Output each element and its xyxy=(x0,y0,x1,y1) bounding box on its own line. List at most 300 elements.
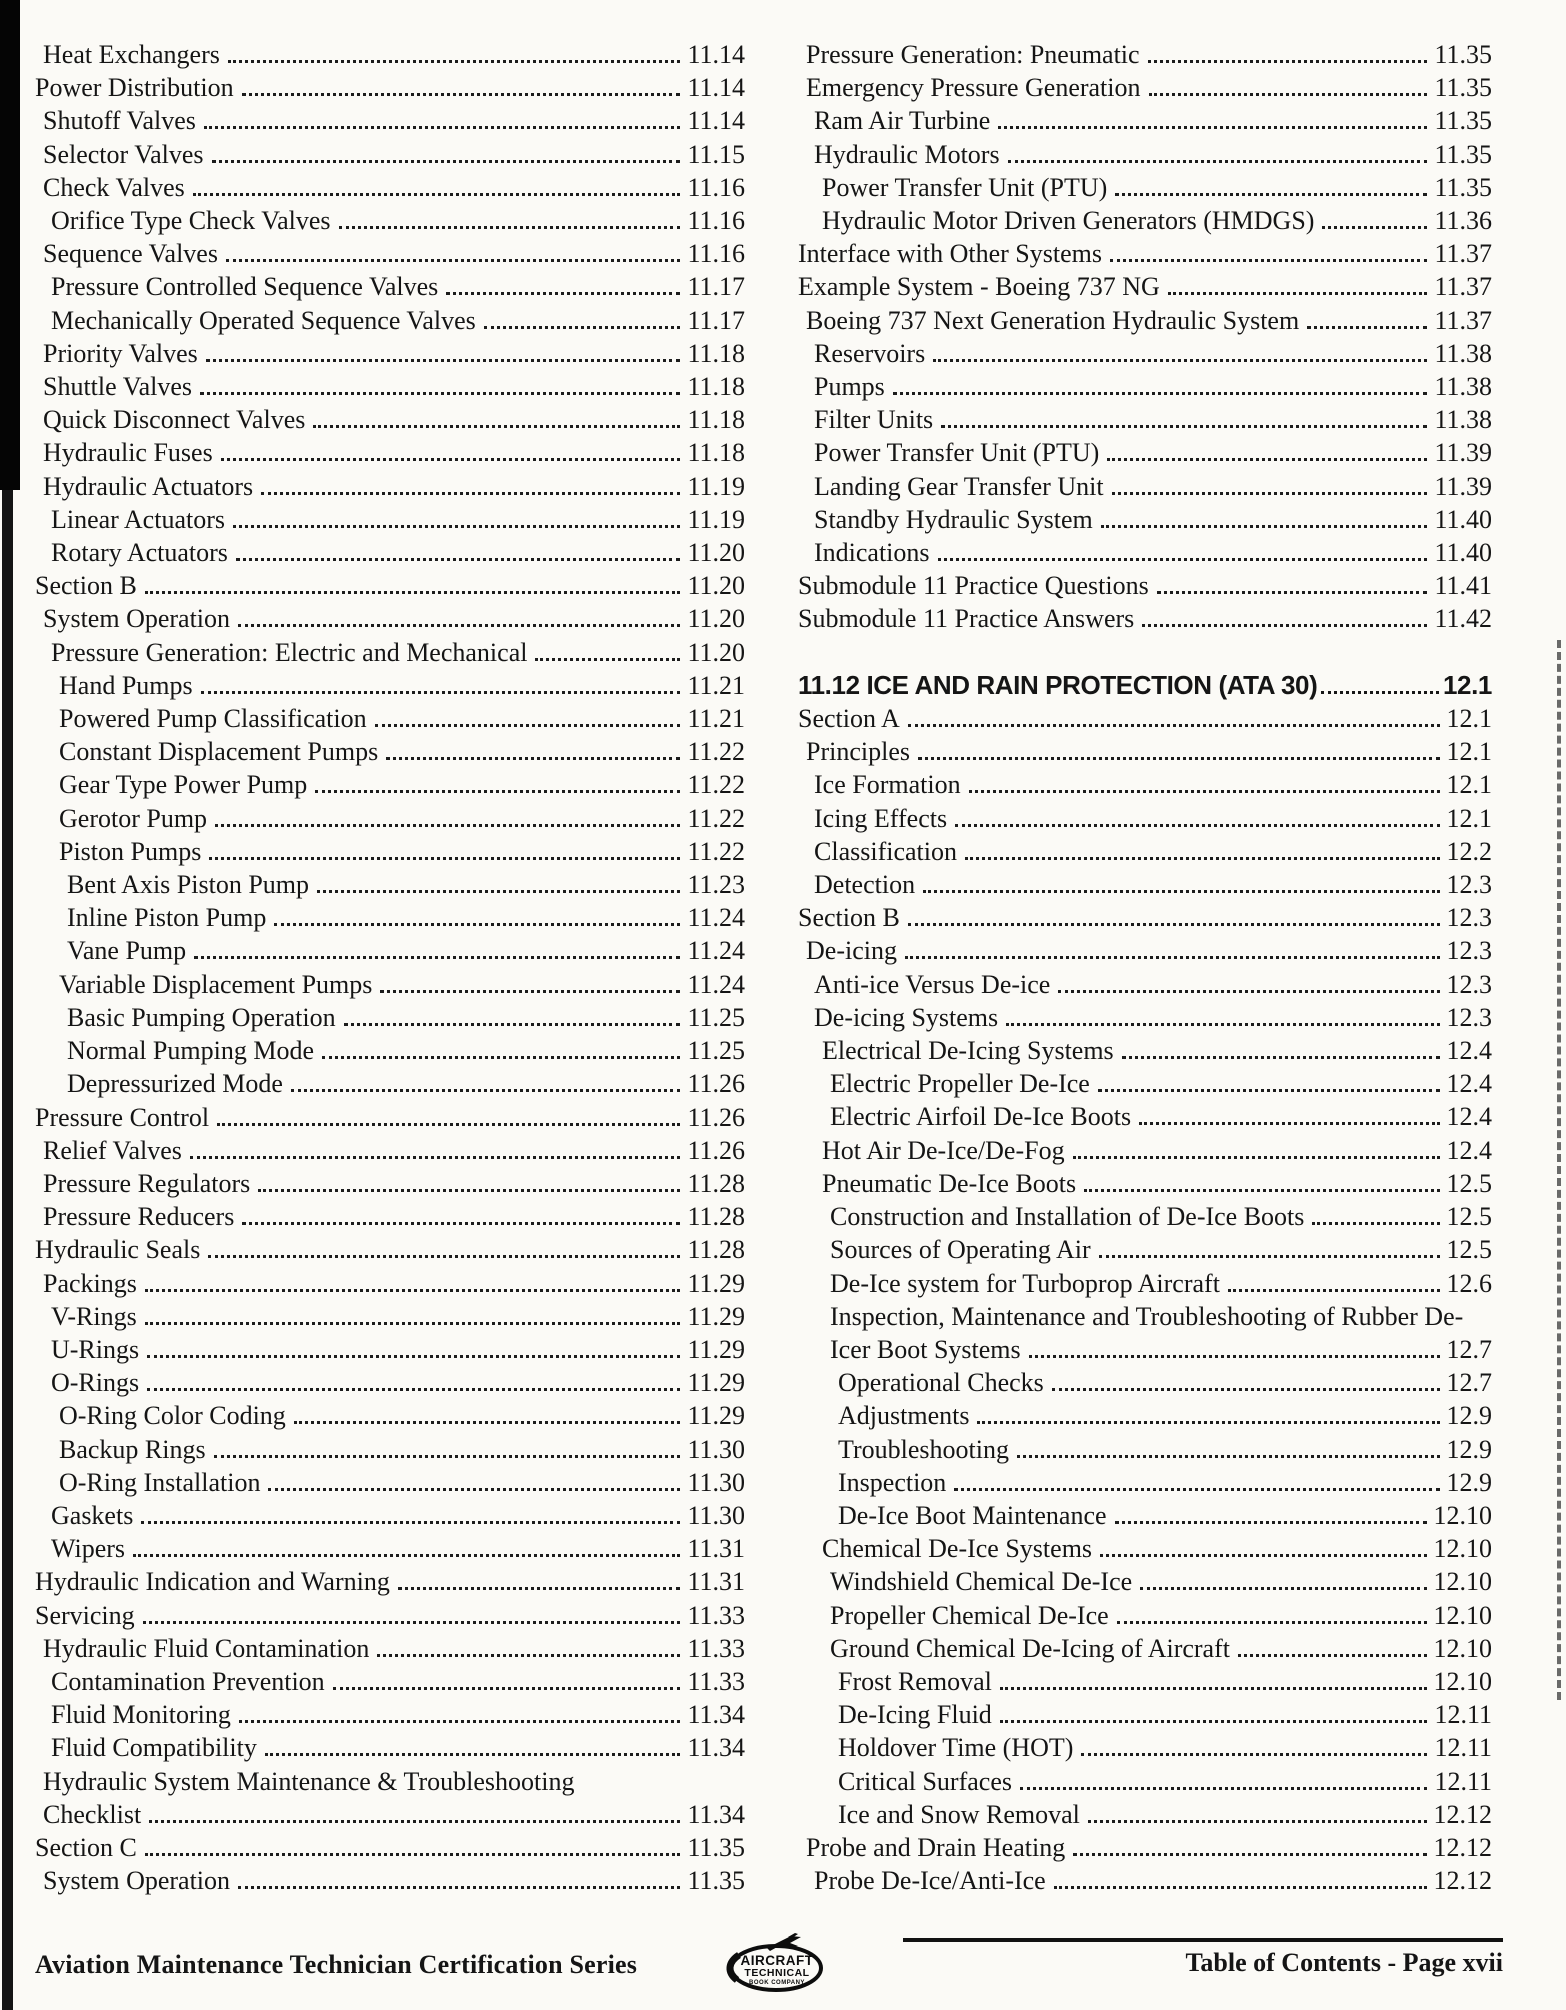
toc-entry-title: Troubleshooting xyxy=(838,1434,1009,1464)
toc-entry-title: Gerotor Pump xyxy=(59,803,208,833)
toc-entry-title: O-Ring Color Coding xyxy=(59,1401,286,1431)
dot-leader xyxy=(1115,193,1427,196)
toc-entry-page: 11.30 xyxy=(687,1500,745,1530)
toc-entry-title: Windshield Chemical De-Ice xyxy=(830,1567,1133,1597)
toc-entry-page: 11.41 xyxy=(1434,571,1492,601)
dot-leader xyxy=(291,1089,681,1092)
toc-entry-page: 11.37 xyxy=(1434,272,1492,302)
dot-leader xyxy=(1112,492,1428,495)
toc-entry-title: Ground Chemical De-Icing of Aircraft xyxy=(830,1633,1230,1663)
toc-entry-title: Ice Formation xyxy=(814,770,961,800)
toc-entry-page: 11.22 xyxy=(687,770,745,800)
toc-entry-title: Hydraulic Fuses xyxy=(43,438,213,468)
footer-divider-rule xyxy=(903,1938,1503,1942)
toc-entry-page: 11.38 xyxy=(1434,405,1492,435)
toc-entry-title: Electric Airfoil De-Ice Boots xyxy=(830,1102,1132,1132)
toc-entry-title: Fluid Compatibility xyxy=(51,1733,257,1763)
dot-leader xyxy=(1322,226,1427,229)
toc-entry xyxy=(798,1731,1492,1764)
dot-leader xyxy=(1228,1289,1440,1292)
toc-entry-page: 11.17 xyxy=(687,272,745,302)
toc-entry-page: 11.31 xyxy=(687,1567,745,1597)
dot-leader xyxy=(1168,292,1428,295)
toc-entry-title: Normal Pumping Mode xyxy=(67,1036,314,1066)
toc-entry-title: Pressure Regulators xyxy=(43,1168,251,1198)
dot-leader xyxy=(377,1654,680,1657)
toc-entry-page: 12.4 xyxy=(1446,1069,1492,1099)
toc-entry-title: Selector Valves xyxy=(43,139,204,169)
toc-entry-page: 12.10 xyxy=(1433,1500,1492,1530)
toc-entry xyxy=(35,934,745,967)
toc-entry-title: Submodule 11 Practice Answers xyxy=(798,604,1135,634)
toc-entry-page: 12.4 xyxy=(1446,1135,1492,1165)
toc-entry-page: 12.3 xyxy=(1446,936,1492,966)
toc-entry-page: 12.12 xyxy=(1433,1866,1492,1896)
toc-entry-page: 11.18 xyxy=(687,438,745,468)
toc-entry-title: De-Ice system for Turboprop Aircraft xyxy=(830,1268,1220,1298)
toc-entry xyxy=(798,1632,1492,1665)
toc-entry-page: 12.10 xyxy=(1433,1567,1492,1597)
dot-leader xyxy=(238,624,680,627)
toc-entry-page: 12.12 xyxy=(1433,1799,1492,1829)
toc-entry xyxy=(798,735,1492,768)
toc-entry xyxy=(798,38,1492,71)
dot-leader xyxy=(1107,458,1427,461)
toc-entry-title: Gaskets xyxy=(51,1500,134,1530)
dot-leader xyxy=(1020,1787,1427,1790)
dot-leader xyxy=(1238,1654,1427,1657)
toc-entry xyxy=(35,237,745,270)
toc-entry xyxy=(35,1001,745,1034)
toc-entry-page: 11.15 xyxy=(687,139,745,169)
dot-leader xyxy=(1312,1222,1439,1225)
toc-entry-page: 12.4 xyxy=(1446,1036,1492,1066)
toc-entry-title: Hydraulic Indication and Warning xyxy=(35,1567,390,1597)
dot-leader xyxy=(375,724,681,727)
dot-leader xyxy=(239,1720,681,1723)
toc-entry-title: O-Rings xyxy=(51,1368,140,1398)
toc-entry xyxy=(35,1167,745,1200)
toc-entry xyxy=(35,868,745,901)
toc-entry-title: Depressurized Mode xyxy=(67,1069,283,1099)
toc-entry-title: Pressure Generation: Electric and Mechanical xyxy=(51,637,528,667)
toc-entry xyxy=(798,304,1492,337)
dot-leader xyxy=(398,1587,681,1590)
toc-entry-title: Ram Air Turbine xyxy=(814,106,991,136)
toc-entry-title: De-Ice Boot Maintenance xyxy=(838,1500,1107,1530)
toc-entry-page: 11.22 xyxy=(687,803,745,833)
toc-entry xyxy=(35,1433,745,1466)
toc-entry-title: Adjustments xyxy=(838,1401,970,1431)
toc-entry-title: Shutoff Valves xyxy=(43,106,196,136)
logo-text-1: AIRCRAFT xyxy=(740,1953,814,1968)
toc-entry-title: Pressure Control xyxy=(35,1102,210,1132)
toc-entry-title: Construction and Installation of De-Ice Boots xyxy=(830,1202,1305,1232)
toc-entry xyxy=(798,1300,1492,1333)
toc-entry-page: 11.14 xyxy=(687,106,745,136)
toc-entry xyxy=(35,702,745,735)
toc-entry-page: 11.25 xyxy=(687,1002,745,1032)
toc-entry-page: 11.20 xyxy=(687,538,745,568)
toc-entry-page: 11.39 xyxy=(1434,438,1492,468)
toc-entry-title: O-Ring Installation xyxy=(59,1467,261,1497)
toc-entry-title: Ice and Snow Removal xyxy=(838,1799,1080,1829)
dot-leader xyxy=(918,757,1440,760)
toc-entry-title: Principles xyxy=(806,737,910,767)
toc-entry xyxy=(798,138,1492,171)
toc-entry-page: 12.5 xyxy=(1446,1168,1492,1198)
toc-entry-title: Pressure Reducers xyxy=(43,1202,235,1232)
logo-text-3: BOOK COMPANY xyxy=(749,1980,805,1986)
toc-entry-title: Linear Actuators xyxy=(51,504,225,534)
toc-entry-title: Critical Surfaces xyxy=(838,1766,1012,1796)
toc-entry xyxy=(798,968,1492,1001)
toc-entry-title: Hand Pumps xyxy=(59,670,193,700)
toc-entry-title: Hydraulic Fluid Contamination xyxy=(43,1633,370,1663)
toc-entry-title: Emergency Pressure Generation xyxy=(806,73,1141,103)
toc-entry xyxy=(35,1632,745,1665)
dot-leader xyxy=(214,1455,681,1458)
toc-entry-page: 11.35 xyxy=(1434,73,1492,103)
toc-entry xyxy=(35,1366,745,1399)
toc-entry xyxy=(35,1300,745,1333)
toc-entry xyxy=(798,436,1492,469)
dot-leader xyxy=(339,226,681,229)
dot-leader xyxy=(908,724,1440,727)
dot-leader xyxy=(147,1388,680,1391)
toc-chapter-heading xyxy=(798,669,1492,702)
toc-entry xyxy=(798,1333,1492,1366)
toc-entry xyxy=(35,337,745,370)
publisher-logo xyxy=(725,1930,829,1994)
dot-leader xyxy=(905,956,1440,959)
toc-entry-title: Icer Boot Systems xyxy=(830,1334,1021,1364)
toc-entry-title: Indications xyxy=(814,538,930,568)
dot-leader xyxy=(145,591,681,594)
toc-entry xyxy=(798,1433,1492,1466)
toc-entry xyxy=(35,1565,745,1598)
toc-entry xyxy=(798,1499,1492,1532)
toc-entry-page: 11.24 xyxy=(687,936,745,966)
dot-leader xyxy=(322,1056,680,1059)
dot-leader xyxy=(998,126,1427,129)
dot-leader xyxy=(1029,1355,1440,1358)
toc-entry-page: 11.34 xyxy=(687,1733,745,1763)
toc-entry-title: Operational Checks xyxy=(838,1368,1044,1398)
dot-leader xyxy=(933,359,1427,362)
toc-entry-page: 11.40 xyxy=(1434,504,1492,534)
toc-entry xyxy=(798,403,1492,436)
toc-entry-page: 12.3 xyxy=(1446,870,1492,900)
toc-entry-page: 11.30 xyxy=(687,1467,745,1497)
toc-entry-page: 11.26 xyxy=(687,1069,745,1099)
dot-leader xyxy=(145,1853,681,1856)
toc-entry-page: 11.29 xyxy=(687,1301,745,1331)
toc-entry xyxy=(798,1001,1492,1034)
toc-entry-page: 12.1 xyxy=(1446,770,1492,800)
toc-entry-page: 11.28 xyxy=(687,1168,745,1198)
dot-leader xyxy=(274,923,680,926)
toc-entry-page: 11.31 xyxy=(687,1534,745,1564)
toc-entry-title: Submodule 11 Practice Questions xyxy=(798,571,1149,601)
toc-entry-page: 11.33 xyxy=(687,1633,745,1663)
toc-entry xyxy=(35,304,745,337)
toc-entry xyxy=(35,901,745,934)
toc-entry xyxy=(35,1499,745,1532)
toc-entry xyxy=(798,768,1492,801)
toc-entry-title: Pumps xyxy=(814,372,885,402)
toc-entry-title: Inline Piston Pump xyxy=(67,903,267,933)
toc-entry-title: Probe and Drain Heating xyxy=(806,1832,1066,1862)
logo-oval-thick-edge xyxy=(730,1955,739,1980)
toc-entry-page: 11.20 xyxy=(687,604,745,634)
toc-entry-page: 12.10 xyxy=(1433,1633,1492,1663)
toc-entry-title: Hydraulic Motors xyxy=(814,139,1000,169)
toc-entry-page: 11.26 xyxy=(687,1135,745,1165)
dot-leader xyxy=(1006,1023,1439,1026)
toc-entry-page: 11.36 xyxy=(1434,206,1492,236)
toc-entry-page: 12.3 xyxy=(1446,903,1492,933)
toc-entry-page: 12.11 xyxy=(1434,1733,1492,1763)
toc-entry xyxy=(798,1100,1492,1133)
toc-entry-page: 12.1 xyxy=(1442,669,1492,700)
toc-entry xyxy=(35,1864,745,1897)
scan-edge-artifact xyxy=(1557,640,1561,1700)
dot-leader xyxy=(1052,1388,1440,1391)
toc-entry-page: 11.23 xyxy=(687,870,745,900)
dot-leader xyxy=(484,326,681,329)
toc-entry xyxy=(35,1532,745,1565)
dot-leader xyxy=(1115,1521,1427,1524)
dot-leader xyxy=(317,890,680,893)
toc-entry xyxy=(798,171,1492,204)
toc-entry-page: 11.20 xyxy=(687,637,745,667)
toc-entry-title: Section B xyxy=(35,571,137,601)
toc-entry xyxy=(798,270,1492,303)
toc-entry xyxy=(798,802,1492,835)
toc-entry-title: Anti-ice Versus De-ice xyxy=(814,969,1051,999)
toc-entry xyxy=(35,403,745,436)
toc-entry-title: Power Transfer Unit (PTU) xyxy=(814,438,1100,468)
toc-entry-title: De-icing xyxy=(806,936,897,966)
dot-leader xyxy=(941,425,1427,428)
toc-entry-title: Piston Pumps xyxy=(59,836,202,866)
toc-entry xyxy=(798,1565,1492,1598)
toc-entry-title: De-Icing Fluid xyxy=(838,1700,992,1730)
toc-entry-title: Frost Removal xyxy=(838,1666,992,1696)
dot-leader xyxy=(268,1488,680,1491)
toc-entry-title: Section A xyxy=(798,704,900,734)
toc-entry xyxy=(798,702,1492,735)
toc-entry xyxy=(35,138,745,171)
toc-entry xyxy=(35,802,745,835)
toc-entry-title: Power Transfer Unit (PTU) xyxy=(822,172,1108,202)
toc-entry-page: 11.18 xyxy=(687,372,745,402)
toc-entry xyxy=(35,1034,745,1067)
toc-heading-title: 11.12 ICE AND RAIN PROTECTION (ATA 30) xyxy=(798,669,1318,700)
toc-entry xyxy=(798,237,1492,270)
toc-entry-title: Sequence Valves xyxy=(43,239,218,269)
toc-entry-title: Checklist xyxy=(43,1799,142,1829)
toc-entry-title: Interface with Other Systems xyxy=(798,239,1102,269)
toc-entry xyxy=(798,536,1492,569)
toc-entry-title: Relief Valves xyxy=(43,1135,182,1165)
toc-entry-title: Hydraulic Seals xyxy=(35,1235,201,1265)
toc-entry-page: 11.25 xyxy=(687,1036,745,1066)
toc-entry xyxy=(798,1665,1492,1698)
dot-leader xyxy=(242,93,681,96)
toc-entry-page: 11.40 xyxy=(1434,538,1492,568)
toc-entry-title: Holdover Time (HOT) xyxy=(838,1733,1074,1763)
toc-entry-title: Detection xyxy=(814,870,916,900)
toc-entry xyxy=(35,735,745,768)
toc-entry-title: Backup Rings xyxy=(59,1434,206,1464)
toc-entry-title: Inspection, Maintenance and Troubleshooting of Rubber De- xyxy=(830,1301,1464,1331)
dot-leader xyxy=(206,359,681,362)
toc-entry-title: Shuttle Valves xyxy=(43,372,193,402)
toc-entry-page: 12.3 xyxy=(1446,969,1492,999)
toc-entry-page: 11.35 xyxy=(1434,40,1492,69)
toc-entry-page: 11.21 xyxy=(687,704,745,734)
toc-entry xyxy=(798,370,1492,403)
toc-entry xyxy=(798,1698,1492,1731)
toc-entry-page: 11.39 xyxy=(1434,471,1492,501)
toc-entry-title: Sources of Operating Air xyxy=(830,1235,1091,1265)
dot-leader xyxy=(969,790,1440,793)
toc-entry-page: 12.11 xyxy=(1434,1700,1492,1730)
toc-entry xyxy=(798,1532,1492,1565)
toc-entry xyxy=(35,1831,745,1864)
dot-leader xyxy=(1084,1189,1439,1192)
dot-leader xyxy=(149,1820,680,1823)
toc-entry xyxy=(35,602,745,635)
toc-entry-title: Reservoirs xyxy=(814,338,926,368)
toc-entry-page: 11.30 xyxy=(687,1434,745,1464)
toc-entry-page: 11.19 xyxy=(687,471,745,501)
toc-entry-page: 11.16 xyxy=(687,239,745,269)
toc-entry xyxy=(798,868,1492,901)
toc-entry xyxy=(35,1798,745,1831)
toc-entry xyxy=(35,1466,745,1499)
toc-entry-title: Vane Pump xyxy=(67,936,187,966)
dot-leader xyxy=(204,126,681,129)
toc-entry xyxy=(35,1399,745,1432)
dot-leader xyxy=(1122,1056,1440,1059)
dot-leader xyxy=(1321,691,1439,694)
toc-entry-page: 11.35 xyxy=(1434,172,1492,202)
toc-entry xyxy=(798,1134,1492,1167)
toc-entry xyxy=(35,270,745,303)
dot-leader xyxy=(215,824,680,827)
toc-entry xyxy=(798,901,1492,934)
dot-leader xyxy=(1073,1853,1426,1856)
toc-entry xyxy=(35,636,745,669)
toc-entry-page: 11.42 xyxy=(1434,604,1492,634)
toc-entry-title: U-Rings xyxy=(51,1334,140,1364)
toc-entry-title: Servicing xyxy=(35,1600,135,1630)
dot-leader xyxy=(141,1521,680,1524)
dot-leader xyxy=(1099,1255,1440,1258)
dot-leader xyxy=(212,160,681,163)
footer-page-label: Table of Contents - Page xvii xyxy=(1185,1948,1503,1977)
toc-entry-page: 11.20 xyxy=(687,571,745,601)
toc-entry-page: 12.9 xyxy=(1446,1434,1492,1464)
toc-entry-page: 11.24 xyxy=(687,969,745,999)
toc-entry xyxy=(35,503,745,536)
toc-entry-page: 11.35 xyxy=(1434,139,1492,169)
toc-entry-title: Gear Type Power Pump xyxy=(59,770,308,800)
toc-entry xyxy=(798,1200,1492,1233)
dot-leader xyxy=(1110,259,1427,262)
footer-series-title: Aviation Maintenance Technician Certification Series xyxy=(35,1950,638,1979)
toc-entry-title: Pressure Generation: Pneumatic xyxy=(806,40,1140,69)
toc-entry-page: 11.28 xyxy=(687,1235,745,1265)
toc-entry-page: 12.10 xyxy=(1433,1600,1492,1630)
toc-entry-page: 12.10 xyxy=(1433,1534,1492,1564)
toc-entry-title: System Operation xyxy=(43,1866,231,1896)
toc-entry-title: Section C xyxy=(35,1832,137,1862)
toc-entry xyxy=(798,1599,1492,1632)
scan-binding-bar-thin xyxy=(2,490,13,2010)
dot-leader xyxy=(261,492,680,495)
dot-leader xyxy=(380,990,680,993)
toc-entry-title: Electrical De-Icing Systems xyxy=(822,1036,1114,1066)
toc-entry xyxy=(35,71,745,104)
dot-leader xyxy=(954,1488,1439,1491)
dot-leader xyxy=(143,1621,681,1624)
toc-entry xyxy=(35,1698,745,1731)
dot-leader xyxy=(344,1023,681,1026)
toc-entry-title: Orifice Type Check Valves xyxy=(51,206,331,236)
dot-leader xyxy=(1073,1156,1440,1159)
toc-entry-page: 11.16 xyxy=(687,206,745,236)
toc-entry-page: 12.9 xyxy=(1446,1401,1492,1431)
toc-entry-page: 11.17 xyxy=(687,305,745,335)
dot-leader xyxy=(315,790,680,793)
toc-entry-title: Wipers xyxy=(51,1534,126,1564)
toc-entry-page: 11.29 xyxy=(687,1334,745,1364)
toc-entry-page: 12.12 xyxy=(1433,1832,1492,1862)
toc-entry-title: Classification xyxy=(814,836,957,866)
toc-entry xyxy=(35,1765,745,1798)
toc-entry-title: Contamination Prevention xyxy=(51,1666,325,1696)
toc-entry xyxy=(798,1765,1492,1798)
toc-entry-title: Basic Pumping Operation xyxy=(67,1002,336,1032)
toc-entry-page: 12.1 xyxy=(1446,803,1492,833)
dot-leader xyxy=(238,1886,680,1889)
toc-entry-page: 11.22 xyxy=(687,836,745,866)
dot-leader xyxy=(1139,1122,1439,1125)
dot-leader xyxy=(145,1289,681,1292)
toc-entry-title: Fluid Monitoring xyxy=(51,1700,231,1730)
dot-leader xyxy=(333,1687,681,1690)
toc-entry xyxy=(35,669,745,702)
toc-entry xyxy=(35,569,745,602)
toc-entry-page: 11.33 xyxy=(687,1666,745,1696)
dot-leader xyxy=(908,923,1440,926)
toc-entry xyxy=(35,1267,745,1300)
toc-entry-page: 12.7 xyxy=(1446,1334,1492,1364)
dot-leader xyxy=(145,1322,681,1325)
dot-leader xyxy=(242,1222,680,1225)
toc-entry xyxy=(35,1665,745,1698)
toc-entry-page: 11.24 xyxy=(687,903,745,933)
toc-entry-page: 11.34 xyxy=(687,1799,745,1829)
toc-entry-page: 12.1 xyxy=(1446,737,1492,767)
toc-entry-title: Hot Air De-Ice/De-Fog xyxy=(822,1135,1065,1165)
toc-entry-title: Landing Gear Transfer Unit xyxy=(814,471,1104,501)
toc-entry xyxy=(35,1233,745,1266)
